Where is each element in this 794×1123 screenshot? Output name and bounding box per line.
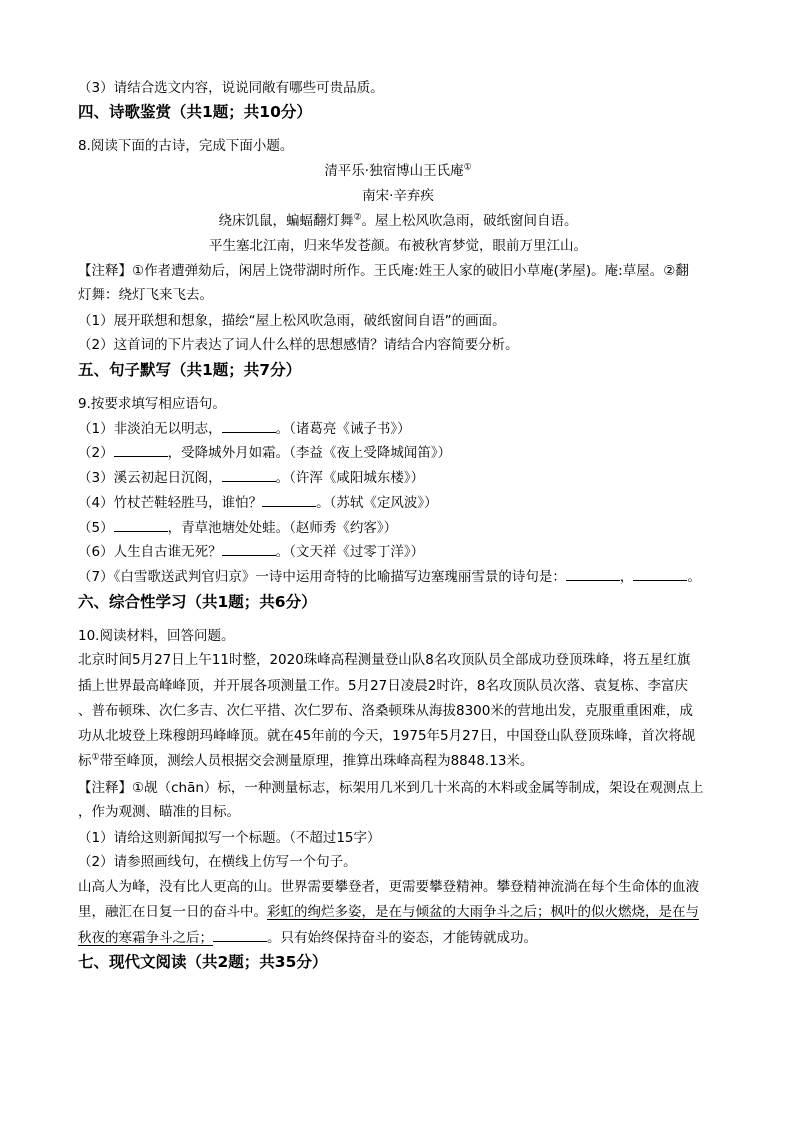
dictation-item-5 — [78, 517, 397, 538]
item-source: 。（诸葛亮《诫子书》） — [275, 421, 411, 437]
question-3-3: （3）请结合选文内容，说说同敞有哪些可贵品质。 — [78, 80, 384, 96]
footnote-marker: ① — [91, 752, 100, 763]
item-end: 。 — [687, 569, 701, 585]
item-text: （3）溪云初起日沉阁， — [78, 470, 222, 486]
item-source: ，青草池塘处处蛙。（赵师秀《约客》） — [167, 520, 398, 536]
section-heading-modern-reading: 七、现代文阅读（共2题；共35分） — [78, 953, 328, 971]
answer-blank[interactable] — [566, 566, 620, 581]
question-8-2: （2）这首词的下片表达了词人什么样的思想感情？请结合内容简要分析。 — [78, 337, 519, 353]
material-line-1: 北京时间5月27日上午11时整，2020珠峰高程测量登山队8名攻顶队员全部成功登顶珠峰，将五星红旗 — [78, 652, 691, 668]
item-text: （6）人生自古谁无死？ — [78, 544, 222, 560]
answer-blank[interactable] — [213, 927, 267, 942]
section-heading-poetry: 四、诗歌鉴赏（共1题；共10分） — [78, 103, 312, 121]
item-source: 。（许浑《咸阳城东楼》） — [275, 470, 425, 486]
item-text: （4）竹杖芒鞋轻胜马，谁怕？ — [78, 495, 263, 511]
imitation-line-2 — [78, 902, 699, 922]
underlined-sentence: 秋夜的寒霜争斗之后； — [78, 930, 213, 946]
answer-blank[interactable] — [633, 566, 687, 581]
imitation-line-1: 山高人为峰，没有比人更高的山。世界需要攀登者，更需要攀登精神。攀登精神流淌在每个生命体的血液 — [78, 879, 699, 895]
answer-blank[interactable] — [262, 492, 316, 507]
item-source: 。（苏轼《定风波》） — [316, 495, 438, 511]
question-9-intro: 9.按要求填写相应语句。 — [78, 396, 226, 412]
material-line-4: 功从北坡登上珠穆朗玛峰峰顶。就在45年前的今天，1975年5月27日，中国登山队登顶珠峰，首次将觇 — [78, 728, 696, 744]
item-separator: ， — [619, 569, 634, 585]
answer-blank[interactable] — [222, 418, 276, 433]
item-text: （5） — [78, 520, 114, 536]
poem-note-line-2: 灯舞：绕灯飞来飞去。 — [78, 287, 213, 303]
footnote-marker: ② — [353, 212, 362, 223]
dictation-item-2 — [78, 442, 451, 463]
dictation-item-4 — [78, 492, 438, 513]
answer-blank[interactable] — [114, 442, 168, 457]
poem-line-1 — [78, 211, 718, 231]
poem-line-1-a: 绕床饥鼠，蝙蝠翻灯舞 — [218, 213, 354, 229]
item-source: ，受降城外月如霜。（李益《夜上受降城闻笛》） — [167, 445, 452, 461]
material-line-2: 插上世界最高峰峰顶，并开展各项测量工作。5月27日凌晨2时许，8名攻顶队员次落、袁复栋、李富庆 — [78, 678, 688, 694]
material-note-line-1: 【注释】①觇（chān）标，一种测量标志，标架用几米到几十米高的木料或金属等制成，架设在观测点上 — [78, 780, 704, 796]
material-text: 带至峰顶，测绘人员根据交会测量原理，推算出珠峰高程为8848.13米。 — [99, 753, 534, 769]
poem-title — [78, 161, 718, 181]
section-heading-integrated: 六、综合性学习（共1题；共6分） — [78, 593, 317, 611]
section-heading-dictation: 五、句子默写（共1题；共7分） — [78, 361, 302, 379]
poem-title-text: 清平乐·独宿博山王氏庵 — [324, 163, 464, 179]
poem-line-2: 平生塞北江南，归来华发苍颜。布被秋宵梦觉，眼前万里江山。 — [209, 238, 587, 254]
answer-blank[interactable] — [114, 517, 168, 532]
question-10-1: （1）请给这则新闻拟写一个标题。（不超过15字） — [78, 830, 381, 846]
imitation-line-3 — [78, 927, 537, 948]
dictation-item-3 — [78, 467, 424, 488]
question-8-intro: 8.阅读下面的古诗，完成下面小题。 — [78, 138, 294, 154]
answer-blank[interactable] — [222, 467, 276, 482]
question-10-intro: 10.阅读材料，回答问题。 — [78, 628, 235, 644]
dictation-item-6 — [78, 541, 424, 562]
material-text: 标 — [78, 753, 92, 769]
material-line-5 — [78, 751, 533, 771]
question-8-1: （1）展开联想和想象，描绘“屋上松风吹急雨，破纸窗间自语”的画面。 — [78, 313, 506, 329]
poem-note-line-1: 【注释】①作者遭弹劾后，闲居上饶带湖时所作。王氏庵:姓王人家的破旧小草庵(茅屋)。庵:草屋。②翻 — [78, 263, 689, 279]
answer-blank[interactable] — [222, 541, 276, 556]
footnote-marker: ① — [463, 162, 472, 173]
item-source: 。（文天祥《过零丁洋》） — [275, 544, 425, 560]
poem-author: 南宋·辛弃疾 — [362, 188, 434, 204]
question-10-2: （2）请参照画线句，在横线上仿写一个句子。 — [78, 854, 357, 870]
material-line-3: 、普布顿珠、次仁多吉、次仁平措、次仁罗布、洛桑顿珠从海拔8300米的营地出发，克服重重困难，成 — [78, 703, 693, 719]
poem-line-1-b: 。屋上松风吹急雨，破纸窗间自语。 — [361, 213, 578, 229]
dictation-item-7 — [78, 566, 701, 587]
item-text: （7）《白雪歌送武判官归京》一诗中运用奇特的比喻描写边塞瑰丽雪景的诗句是： — [78, 569, 566, 585]
underlined-sentence: 彩虹的绚烂多姿，是在与倾盆的大雨争斗之后；枫叶的似火燃烧，是在与 — [267, 904, 699, 920]
material-note-line-2: ，作为观测、瞄准的目标。 — [78, 804, 240, 820]
imitation-text: 。只有始终保持奋斗的姿态，才能铸就成功。 — [267, 930, 537, 946]
item-text: （1）非淡泊无以明志， — [78, 421, 222, 437]
item-text: （2） — [78, 445, 114, 461]
imitation-text: 里，融汇在日复一日的奋斗中。 — [78, 904, 267, 920]
dictation-item-1 — [78, 418, 411, 439]
